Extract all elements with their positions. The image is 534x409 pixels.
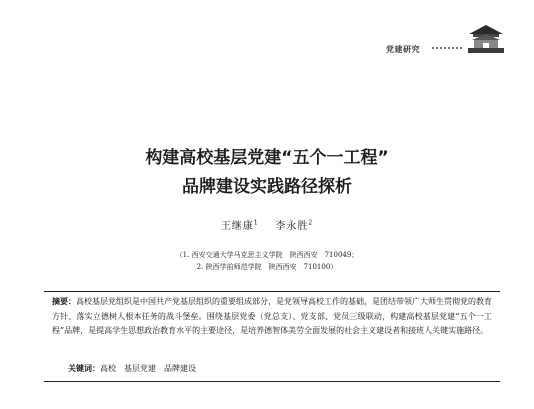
author-affiliation-mark: 2 [308, 219, 314, 227]
author-affiliation-mark: 1 [253, 219, 259, 227]
abstract-text: 高校基层党组织是中国共产党基层组织的重要组成部分，是党领导高校工作的基础，是团结带领广大师生贯彻党的教育方针、落实立德树人根本任务的战斗堡垒。围绕基层党委（党总支）、党支部、党员三级联动，构建高校基层党建“五个一工程”品牌，是提高学生思想政治教育水平的主要途径，是培养德智体美劳全面发展的社会主义建设者和接班人关键实施路径。 [52, 297, 492, 335]
keywords-label: 关键词： [68, 363, 100, 373]
authors [0, 217, 534, 232]
gate-tower-icon [466, 22, 506, 56]
author-name: 李永胜 [275, 221, 309, 232]
affiliations [0, 249, 534, 273]
abstract [52, 294, 492, 339]
abstract-label: 摘要： [52, 296, 76, 306]
title-line-2: 品牌建设实践路径探析 [182, 177, 352, 197]
keywords [68, 363, 196, 374]
affiliation-line: 2. 陕西学前师范学院 陕西西安 710100） [196, 263, 338, 271]
abstract-top-rule [44, 291, 500, 292]
abstract-bottom-rule [44, 381, 500, 382]
author-name: 王继康 [220, 221, 254, 232]
running-head-section: 党建研究 [386, 45, 420, 54]
article-title [0, 144, 534, 202]
keywords-text: 高校 基层党建 品牌建设 [100, 364, 196, 373]
title-line-1: 构建高校基层党建“五个一工程” [145, 148, 389, 168]
affiliation-line: （1. 西安交通大学马克思主义学院 陕西西安 710049； [175, 251, 359, 259]
header-dotted-rule [432, 47, 462, 49]
